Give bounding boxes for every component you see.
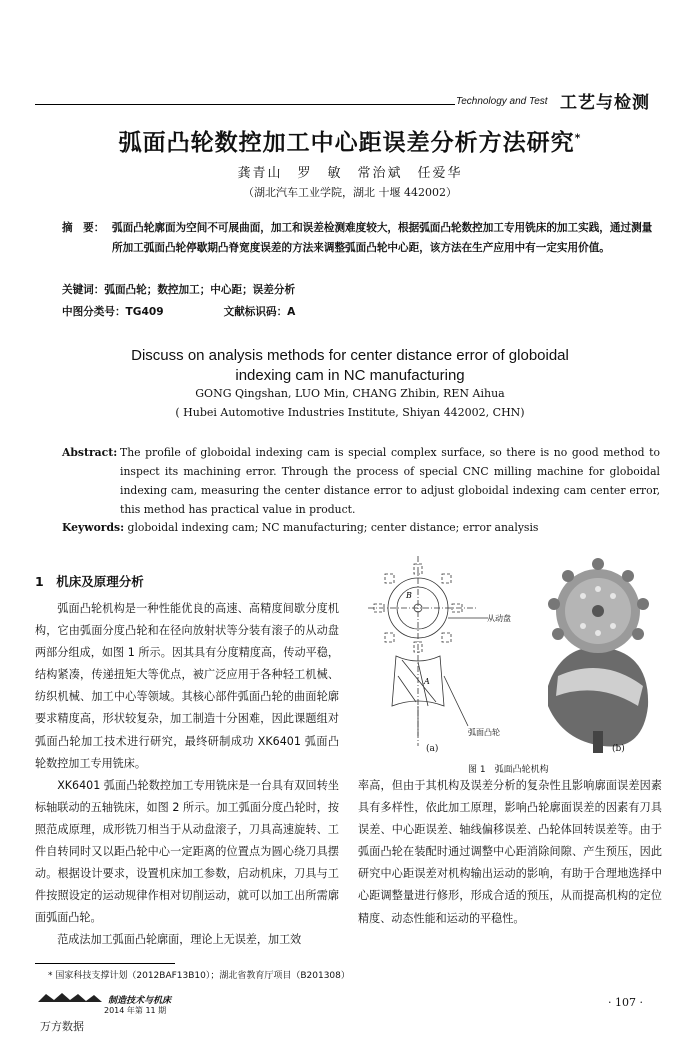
left-column	[35, 598, 339, 952]
figure-1b-render	[548, 558, 649, 753]
figure-caption: 图 1 弧面凸轮机构	[468, 765, 549, 775]
keywords-en: Keywords: globoidal indexing cam; NC manufacturing; center distance; error analysis	[62, 521, 539, 534]
paper-title: 弧面凸轮数控加工中心距误差分析方法研究*	[118, 130, 582, 156]
english-title: Discuss on analysis methods for center distance error of globoidal indexing cam in NC manufacturing	[131, 347, 569, 384]
english-authors: GONG Qingshan, LUO Min, CHANG Zhibin, REN Aihua	[195, 387, 505, 400]
abstract-cn-text: 弧面凸轮廓面为空间不可展曲面，加工和误差检测难度较大，根据弧面凸轮数控加工专用铣床的加工实践，通过测量所加工弧面凸轮停歇期凸脊宽度误差的方法来调整弧面凸轮中心距，该方法在生产应用中有一定实用价值。	[112, 222, 653, 254]
footnote-rule	[35, 963, 175, 964]
watermark: 万方数据	[40, 1020, 84, 1033]
right-column	[358, 775, 662, 930]
paragraph: 弧面凸轮机构是一种性能优良的高速、高精度间歇分度机构，它由弧面分度凸轮和在径向放射状等分装有滚子的从动盘两部分组成，如图 1 所示。因其具有分度精度高，传动平稳，结构紧凑，传递扭矩大等优点，被广泛应用于各种轻工机械、纺织机械、加工中心等领域。其核心部件弧面凸轮的曲面轮廓要求精度高，形状较复杂，加工制造十分困难，因此课题组对弧面凸轮加工技术进行研究，最终研制成功 XK6401 弧面凸轮数控加工专用铣床。	[35, 602, 339, 770]
header-english: Technology and Test	[456, 96, 548, 107]
english-affiliation: ( Hubei Automotive Industries Institute, Shiyan 442002, CHN)	[175, 406, 525, 419]
paragraph: 率高，但由于其机构及误差分析的复杂性且影响廓面误差因素具有多样性，依此加工原理，影响凸轮廓面误差的因素有刀具误差、中心距误差、轴线偏移误差、凸轮体回转误差等。由于弧面凸轮在装配时通过调整中心距消除间隙、产生预压，因此研究中心距误差对机构输出运动的影响，有助于合理地选择中心距调整量进行修形，形成合适的预压，从而提高机构的定位精度、动态性能和运动的平稳性。	[358, 779, 662, 925]
paragraph: 范成法加工弧面凸轮廓面，理论上无误差，加工效	[57, 933, 302, 947]
annotation-driven-disc: 从动盘	[487, 614, 511, 623]
header-chinese: 工艺与检测	[560, 93, 650, 113]
abstract-en-label: Abstract:	[62, 446, 118, 459]
journal-issue: 2014 年第 11 期	[104, 1006, 167, 1015]
abstract-cn	[62, 218, 658, 258]
abstract-cn-label: 摘 要：	[62, 222, 105, 234]
paragraph: XK6401 弧面凸轮数控加工专用铣床是一台具有双回转坐标轴联动的五轴铣床，如图 2 所示。加工弧面分度凸轮时，按照范成原理，成形铣刀相当于从动盘滚子，刀具高速旋转、工件自转同时又以距凸轮中心一定距离的位置点为圆心绕刀具摆动。根据设计要求，设置机床加工参数，启动机床，刀具与工件按照设定的运动规律作相对切削运动，就可以加工出所需廓面弧面凸轮。	[35, 778, 339, 925]
keywords-cn: 关键词：弧面凸轮；数控加工；中心距；误差分析	[62, 284, 296, 296]
point-b-label: B	[406, 591, 412, 600]
annotation-cam: 弧面凸轮	[468, 728, 500, 737]
classification-cn	[62, 304, 355, 319]
journal-logo	[36, 990, 106, 1006]
figure-label-a: (a)	[426, 744, 439, 754]
header-rule	[35, 104, 455, 105]
doc-code: 文献标识码：A	[223, 306, 296, 318]
page-number: · 107 ·	[608, 996, 643, 1009]
abstract-en	[62, 443, 660, 519]
figure-1a-drawing	[368, 556, 488, 746]
figure-label-b: (b)	[612, 744, 625, 754]
class-number: 中图分类号：TG409	[62, 306, 164, 318]
section-heading: 1 机床及原理分析	[35, 574, 144, 589]
figure-1	[358, 556, 668, 756]
abstract-en-text: The profile of globoidal indexing cam is special complex surface, so there is no good method to inspect its machining error. Through the process of special CNC milling machine for globoidal indexing cam, measuring the center distance error to adjust globoidal indexing cam center error, this method has practical value in product.	[120, 446, 660, 516]
journal-name: 制造技术与机床	[108, 996, 172, 1006]
point-a-label: A	[424, 677, 430, 686]
authors: 龚青山 罗 敏 常治斌 任爱华	[237, 166, 463, 181]
footnote: * 国家科技支撑计划（2012BAF13B10）；湖北省教育厅项目（B201308）	[48, 971, 350, 981]
affiliation: （湖北汽车工业学院，湖北 十堰 442002）	[243, 186, 457, 199]
